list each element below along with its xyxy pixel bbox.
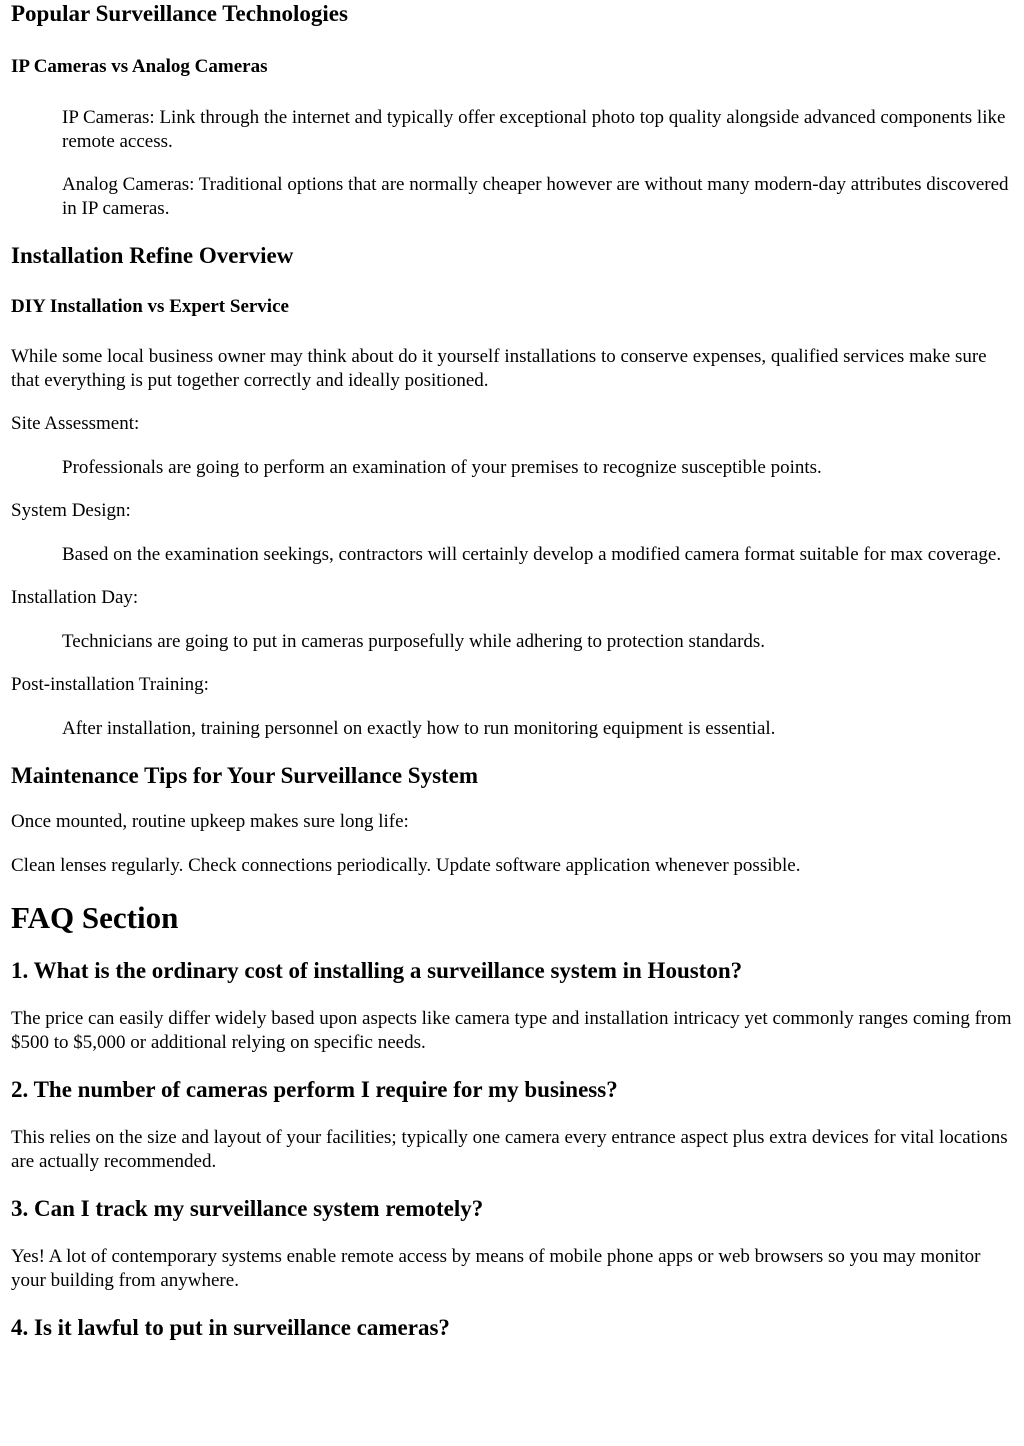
maintenance-tips: Clean lenses regularly. Check connections periodically. Update software application whenever possible.: [11, 854, 801, 876]
step-text: After installation, training personnel on exactly how to run monitoring equipment is essential.: [62, 717, 776, 739]
step-text: Professionals are going to perform an examination of your premises to recognize susceptible points.: [62, 456, 822, 478]
section-heading-installation: Installation Refine Overview: [11, 243, 294, 268]
installation-intro: While some local business owner may think about do it yourself installations to conserve expenses, qualified services make sure that everything is put together correctly and ideally positioned.: [11, 346, 987, 391]
faq-heading: FAQ Section: [11, 900, 179, 935]
step-text: Technicians are going to put in cameras purposefully while adhering to protection standards.: [62, 630, 766, 652]
subheading-diy-vs-expert: DIY Installation vs Expert Service: [11, 296, 289, 317]
section-heading-maintenance: Maintenance Tips for Your Surveillance System: [11, 763, 479, 788]
step-label: Site Assessment:: [11, 413, 140, 434]
step-label: Installation Day:: [11, 587, 139, 608]
step-label: Post-installation Training:: [11, 674, 209, 695]
step-text: Based on the examination seekings, contractors will certainly develop a modified camera format suitable for max coverage.: [62, 543, 1002, 565]
step-label: System Design:: [11, 500, 131, 521]
ip-cameras-text: IP Cameras: Link through the internet and typically offer exceptional photo top quality alongside advanced components like remote access.: [62, 107, 1006, 152]
analog-cameras-text: Analog Cameras: Traditional options that are normally cheaper however are without many modern-day attributes discovered in IP cameras.: [62, 174, 1009, 219]
faq-question: 3. Can I track my surveillance system remotely?: [11, 1196, 484, 1221]
faq-question: 1. What is the ordinary cost of installing a surveillance system in Houston?: [11, 958, 743, 983]
faq-answer: Yes! A lot of contemporary systems enable remote access by means of mobile phone apps or web browsers so you may monitor your building from anywhere.: [11, 1246, 981, 1291]
maintenance-intro: Once mounted, routine upkeep makes sure long life:: [11, 811, 409, 832]
faq-question: 2. The number of cameras perform I require for my business?: [11, 1077, 618, 1102]
subheading-ip-vs-analog: IP Cameras vs Analog Cameras: [11, 56, 268, 77]
faq-question: 4. Is it lawful to put in surveillance cameras?: [11, 1315, 450, 1340]
faq-answer: The price can easily differ widely based upon aspects like camera type and installation intricacy yet commonly ranges coming from $500 to $5,000 or additional relying on specific needs.: [11, 1008, 1012, 1053]
section-heading-technologies: Popular Surveillance Technologies: [11, 1, 348, 26]
faq-answer: This relies on the size and layout of your facilities; typically one camera every entrance aspect plus extra devices for vital locations are actually recommended.: [11, 1127, 1008, 1172]
